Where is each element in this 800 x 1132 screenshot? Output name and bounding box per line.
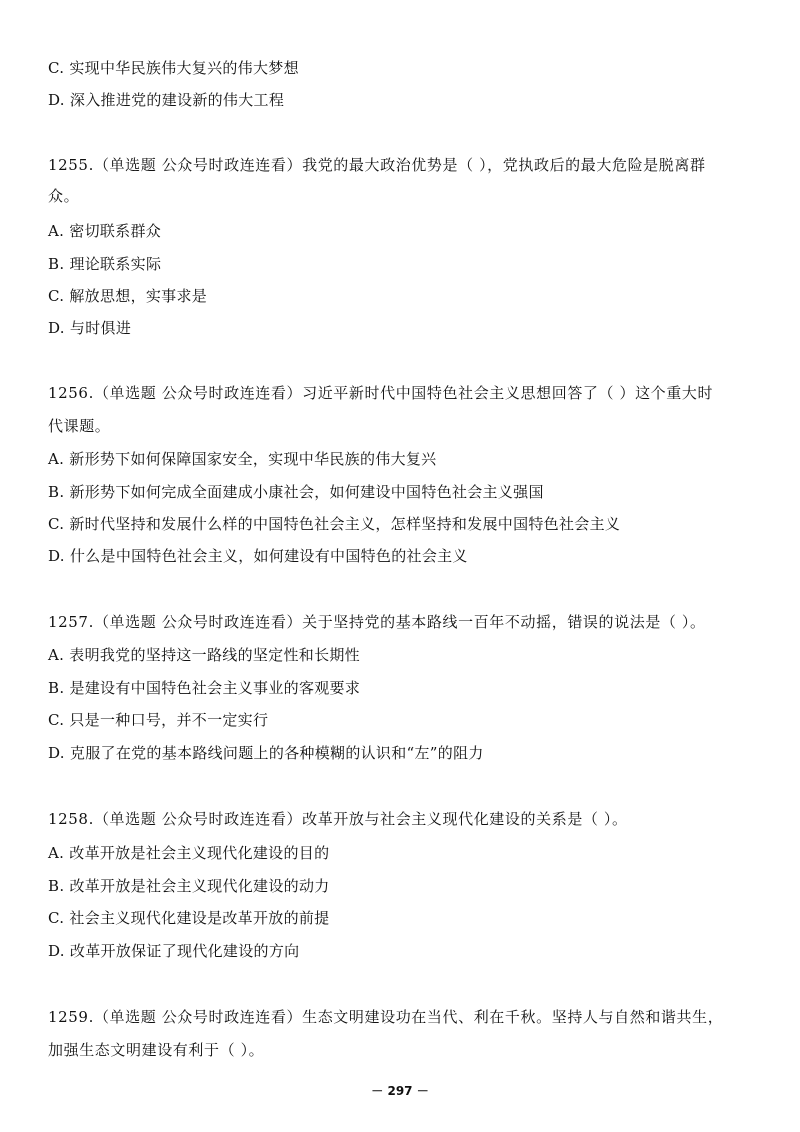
question-stem: 1259.（单选题 公众号时政连连看）生态文明建设功在当代、利在千秋。坚持人与自然和谐共生，: [48, 1008, 724, 1026]
option-c: C. 社会主义现代化建设是改革开放的前提: [48, 909, 330, 927]
option-a: A. 改革开放是社会主义现代化建设的目的: [48, 844, 330, 862]
option-a: A. 表明我党的坚持这一路线的坚定性和长期性: [48, 646, 360, 664]
question-stem: 众。: [48, 187, 80, 205]
option-c: C. 新时代坚持和发展什么样的中国特色社会主义，怎样坚持和发展中国特色社会主义: [48, 515, 621, 533]
option-d: D. 什么是中国特色社会主义，如何建设有中国特色的社会主义: [48, 547, 468, 565]
option-c: C. 只是一种口号，并不一定实行: [48, 711, 269, 729]
option-b: B. 理论联系实际: [48, 255, 162, 273]
option-a: A. 新形势下如何保障国家安全，实现中华民族的伟大复兴: [48, 450, 437, 468]
option-d: D. 与时俱进: [48, 319, 132, 337]
option-c: C. 实现中华民族伟大复兴的伟大梦想: [48, 59, 299, 77]
option-b: B. 新形势下如何完成全面建成小康社会，如何建设中国特色社会主义强国: [48, 483, 544, 501]
option-b: B. 是建设有中国特色社会主义事业的客观要求: [48, 679, 361, 697]
question-stem: 1258.（单选题 公众号时政连连看）改革开放与社会主义现代化建设的关系是（ ）。: [48, 810, 628, 828]
option-d: D. 克服了在党的基本路线问题上的各种模糊的认识和“左”的阻力: [48, 744, 484, 762]
option-c: C. 解放思想，实事求是: [48, 287, 208, 305]
page-number: － 297 －: [371, 1084, 429, 1098]
question-stem: 1257.（单选题 公众号时政连连看）关于坚持党的基本路线一百年不动摇，错误的说法是（ ）。: [48, 613, 706, 631]
option-d: D. 改革开放保证了现代化建设的方向: [48, 942, 300, 960]
question-stem: 加强生态文明建设有利于（ ）。: [48, 1041, 265, 1059]
question-stem: 代课题。: [48, 417, 111, 435]
question-stem: 1255.（单选题 公众号时政连连看）我党的最大政治优势是（ ），党执政后的最大危险是脱离群: [48, 156, 706, 174]
option-a: A. 密切联系群众: [48, 222, 162, 240]
question-stem: 1256.（单选题 公众号时政连连看）习近平新时代中国特色社会主义思想回答了（ ）这个重大时: [48, 384, 714, 402]
option-b: B. 改革开放是社会主义现代化建设的动力: [48, 877, 330, 895]
option-d: D. 深入推进党的建设新的伟大工程: [48, 91, 285, 109]
